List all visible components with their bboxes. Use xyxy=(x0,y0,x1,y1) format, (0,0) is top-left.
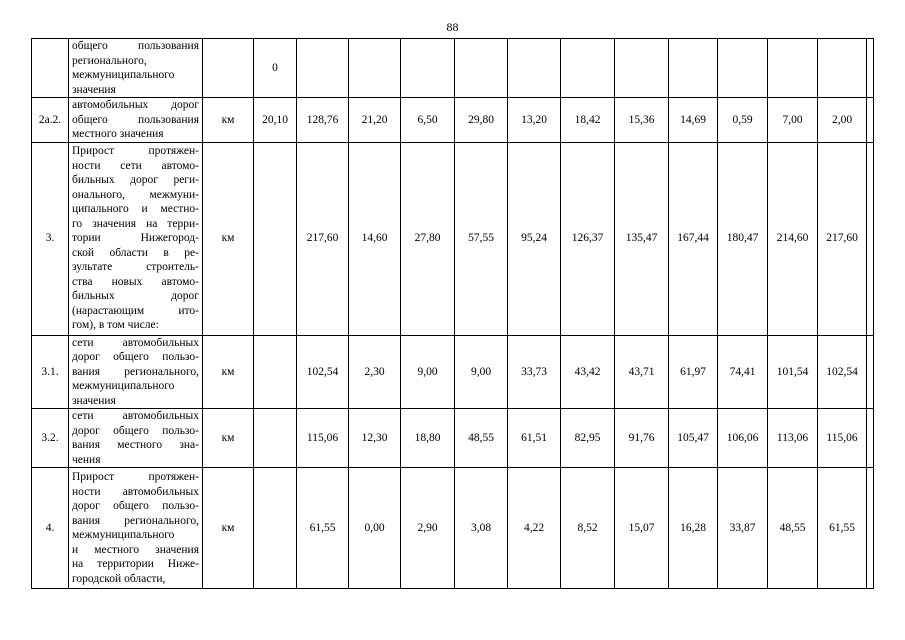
description-line: общего пользования xyxy=(72,40,199,52)
year-value-cell: 12,30 xyxy=(349,409,401,468)
description-line: ности автомобильных xyxy=(72,485,199,498)
unit-cell: км xyxy=(203,335,254,409)
year-value-cell: 8,52 xyxy=(561,468,615,589)
description-line: вания регионального, xyxy=(72,365,199,378)
description-line: го значения на терри- xyxy=(72,217,199,230)
indicator-description-cell xyxy=(69,409,203,468)
description-line: онального, межмуни- xyxy=(72,188,199,201)
indicators-table xyxy=(31,38,874,589)
year-value-cell: 21,20 xyxy=(349,98,401,143)
description-line: сети автомобильных xyxy=(72,336,199,349)
year-value-cell xyxy=(615,39,669,98)
description-line: местного значения xyxy=(72,128,164,140)
year-value-cell: 61,55 xyxy=(818,468,867,589)
table-row xyxy=(32,98,874,143)
table-row xyxy=(32,335,874,409)
year-value-cell: 27,80 xyxy=(401,142,455,335)
description-line: значения xyxy=(72,83,116,96)
year-value-cell: 135,47 xyxy=(615,142,669,335)
year-value-cell: 0,00 xyxy=(349,468,401,589)
year-value-cell: 29,80 xyxy=(455,98,508,143)
description-line: на территории Ниже- xyxy=(72,558,199,570)
year-value-cell: 82,95 xyxy=(561,409,615,468)
description-line: вания регионального, xyxy=(72,514,199,527)
year-value-cell: 128,76 xyxy=(297,98,349,143)
year-value-cell: 102,54 xyxy=(297,335,349,409)
year-value-cell: 14,69 xyxy=(669,98,718,143)
year-value-cell: 9,00 xyxy=(455,335,508,409)
year-value-cell: 18,80 xyxy=(401,409,455,468)
year-value-cell: 113,06 xyxy=(768,409,818,468)
description-line: ципального и местно- xyxy=(72,203,199,216)
description-line: бильных дорог xyxy=(72,290,199,303)
year-value-cell: 15,36 xyxy=(615,98,669,143)
description-line: межмуниципального xyxy=(72,69,175,81)
year-value-cell: 2,00 xyxy=(818,98,867,143)
description-line: бильных дорог реги- xyxy=(72,174,199,187)
year-value-cell: 43,42 xyxy=(561,335,615,409)
description-line: дорог общего пользо- xyxy=(72,424,199,437)
year-value-cell: 43,71 xyxy=(615,335,669,409)
year-value-cell xyxy=(297,39,349,98)
description-line: чения xyxy=(72,453,101,466)
unit-cell: км xyxy=(203,98,254,143)
year-value-cell: 217,60 xyxy=(818,142,867,335)
description-line: городской области, xyxy=(72,572,166,585)
unit-cell: км xyxy=(203,468,254,589)
year-value-cell: 9,00 xyxy=(401,335,455,409)
unit-cell xyxy=(203,39,254,98)
base-value-cell xyxy=(254,409,297,468)
year-value-cell xyxy=(669,39,718,98)
year-value-cell: 61,97 xyxy=(669,335,718,409)
year-value-cell: 15,07 xyxy=(615,468,669,589)
indicator-description-cell xyxy=(69,468,203,589)
year-value-cell: 14,60 xyxy=(349,142,401,335)
year-value-cell: 217,60 xyxy=(297,142,349,335)
year-value-cell xyxy=(455,39,508,98)
year-value-cell: 2,90 xyxy=(401,468,455,589)
description-line: ской области в ре- xyxy=(72,246,199,259)
year-value-cell: 115,06 xyxy=(818,409,867,468)
year-value-cell xyxy=(561,39,615,98)
unit-cell: км xyxy=(203,409,254,468)
year-value-cell: 74,41 xyxy=(718,335,768,409)
description-line: сети автомобильных xyxy=(72,410,199,422)
table-row xyxy=(32,39,874,98)
year-value-cell: 106,06 xyxy=(718,409,768,468)
year-value-cell: 0,59 xyxy=(718,98,768,143)
indicator-description-cell xyxy=(69,39,203,98)
indicator-description-cell xyxy=(69,335,203,409)
unit-cell: км xyxy=(203,142,254,335)
year-value-cell: 33,73 xyxy=(508,335,561,409)
description-line: ства новых автомо- xyxy=(72,275,199,288)
indicator-description-cell xyxy=(69,98,203,143)
description-line: автомобильных дорог xyxy=(72,99,199,111)
year-value-cell: 167,44 xyxy=(669,142,718,335)
year-value-cell: 18,42 xyxy=(561,98,615,143)
row-number-cell: 3. xyxy=(32,142,69,335)
description-line: регионального, xyxy=(72,54,147,67)
description-line: и местного значения xyxy=(72,543,199,556)
year-value-cell: 95,24 xyxy=(508,142,561,335)
table-row xyxy=(32,468,874,589)
row-number-cell xyxy=(32,39,69,98)
base-value-cell: 20,10 xyxy=(254,98,297,143)
year-value-cell: 115,06 xyxy=(297,409,349,468)
year-value-cell xyxy=(867,335,874,409)
year-value-cell xyxy=(867,39,874,98)
row-number-cell: 4. xyxy=(32,468,69,589)
year-value-cell xyxy=(867,468,874,589)
year-value-cell: 180,47 xyxy=(718,142,768,335)
indicator-description-cell xyxy=(69,142,203,335)
year-value-cell: 6,50 xyxy=(401,98,455,143)
year-value-cell xyxy=(508,39,561,98)
row-number-cell: 2а.2. xyxy=(32,98,69,143)
year-value-cell: 101,54 xyxy=(768,335,818,409)
description-line: Прирост протяжен- xyxy=(72,145,199,158)
year-value-cell: 13,20 xyxy=(508,98,561,143)
year-value-cell xyxy=(867,409,874,468)
year-value-cell: 57,55 xyxy=(455,142,508,335)
description-line: Прирост протяжен- xyxy=(72,471,199,483)
base-value-cell xyxy=(254,468,297,589)
year-value-cell xyxy=(818,39,867,98)
description-line: общего пользования xyxy=(72,113,199,126)
year-value-cell: 61,55 xyxy=(297,468,349,589)
year-value-cell xyxy=(867,98,874,143)
description-line: тории Нижегород- xyxy=(72,232,199,245)
description-line: межмуниципального xyxy=(72,529,175,541)
description-line: вания местного зна- xyxy=(72,439,199,451)
year-value-cell: 7,00 xyxy=(768,98,818,143)
description-line: гом), в том числе: xyxy=(72,319,159,332)
description-line: ности сети автомо- xyxy=(72,159,199,172)
year-value-cell: 33,87 xyxy=(718,468,768,589)
base-value-cell xyxy=(254,335,297,409)
description-line: дорог общего пользо- xyxy=(72,500,199,512)
description-line: дорог общего пользо- xyxy=(72,351,199,363)
year-value-cell: 16,28 xyxy=(669,468,718,589)
year-value-cell: 48,55 xyxy=(455,409,508,468)
base-value-cell xyxy=(254,142,297,335)
description-line: зультате строитель- xyxy=(72,261,199,274)
description-line: межмуниципального xyxy=(72,380,175,392)
year-value-cell: 214,60 xyxy=(768,142,818,335)
year-value-cell xyxy=(867,142,874,335)
year-value-cell: 48,55 xyxy=(768,468,818,589)
year-value-cell: 126,37 xyxy=(561,142,615,335)
year-value-cell xyxy=(349,39,401,98)
description-line: (нарастающим ито- xyxy=(72,304,199,317)
table-row xyxy=(32,409,874,468)
description-line: значения xyxy=(72,394,116,407)
year-value-cell: 102,54 xyxy=(818,335,867,409)
page-number: 88 xyxy=(446,20,459,34)
year-value-cell: 61,51 xyxy=(508,409,561,468)
year-value-cell xyxy=(401,39,455,98)
year-value-cell: 3,08 xyxy=(455,468,508,589)
base-value-cell: 0 xyxy=(254,39,297,98)
year-value-cell: 91,76 xyxy=(615,409,669,468)
year-value-cell: 2,30 xyxy=(349,335,401,409)
year-value-cell xyxy=(718,39,768,98)
table-row xyxy=(32,142,874,335)
row-number-cell: 3.1. xyxy=(32,335,69,409)
row-number-cell: 3.2. xyxy=(32,409,69,468)
year-value-cell: 105,47 xyxy=(669,409,718,468)
year-value-cell xyxy=(768,39,818,98)
year-value-cell: 4,22 xyxy=(508,468,561,589)
